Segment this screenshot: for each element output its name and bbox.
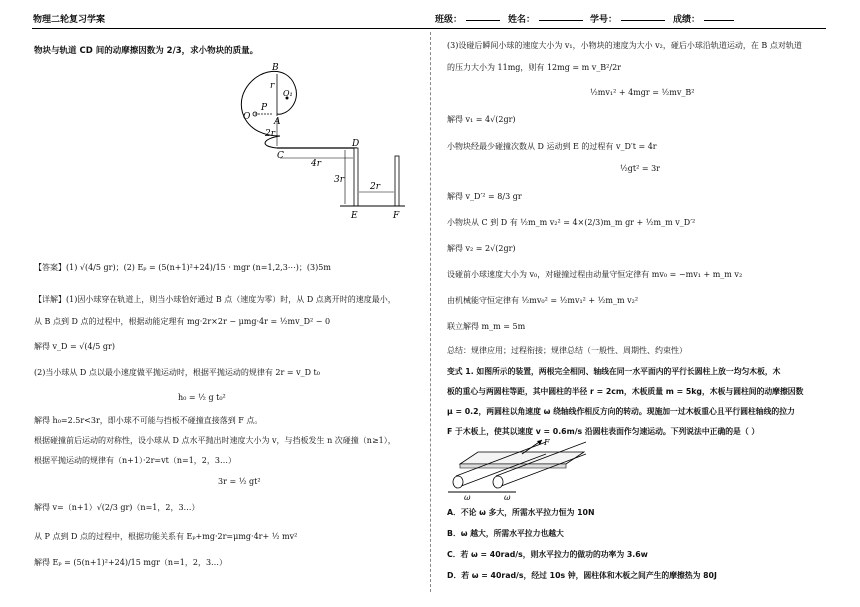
label-a: A	[274, 117, 281, 127]
right-line-3: ½mv₁² + 4mgr = ½mv_B²	[590, 88, 695, 97]
left-wall	[354, 148, 358, 206]
label-d: D	[352, 139, 360, 149]
option-a[interactable]: A．不论 ω 多大，所需水平拉力恒为 10N	[447, 508, 595, 517]
detail-line-6: 解得 h₀=2.5r<3r，即小球不可能与挡板不碰撞直接落到 F 点。	[34, 416, 263, 425]
label-c: C	[277, 151, 284, 161]
right-line-11: 由机械能守恒定律有 ½mv₀² = ½mv₁² + ½m_m v₂²	[447, 296, 639, 305]
right-line-12: 联立解得 m_m = 5m	[447, 322, 526, 331]
student-id-field[interactable]	[621, 12, 665, 21]
class-label: 班级：	[435, 15, 463, 25]
label-f: F	[393, 211, 400, 221]
summary-line: 总结：规律应用；过程衔接；规律总结（一般性、周期性、约束性）	[447, 346, 687, 355]
label-e: E	[351, 211, 358, 221]
label-3r: 3r	[334, 175, 345, 185]
cylinders-figure	[446, 436, 596, 502]
detail-line-2: 从 B 点到 D 点的过程中，根据动能定理有 mg·2r×2r − μmg·4r = ½mv_D² − 0	[34, 317, 331, 326]
label-2r-bottom: 2r	[370, 182, 381, 192]
variant-line-3: μ = 0.2，两圆柱以角速度 ω 绕轴线作相反方向的转动。现施加一过木板重心且平行圆柱轴线的拉力	[447, 407, 795, 416]
label-omega-1: ω	[464, 493, 471, 502]
label-r: r	[270, 81, 275, 91]
detail-line-12: 解得 Eₚ = (5(n+1)²+24)/15 mgr（n=1，2，3…）	[34, 558, 228, 567]
label-omega-2: ω	[504, 493, 511, 502]
right-wall	[395, 156, 399, 206]
class-field[interactable]	[466, 12, 500, 21]
right-line-5: 小物块经最少碰撞次数从 D 运动到 E 的过程有 v_D′t = 4r	[447, 142, 657, 151]
label-4r: 4r	[311, 159, 322, 169]
problem-intro: 物块与轨道 CD 间的动摩擦因数为 2/3，求小物块的质量。	[34, 46, 259, 56]
right-line-9: 解得 v₂ = 2√(2gr)	[447, 244, 516, 253]
option-c[interactable]: C．若 ω = 40rad/s，则水平拉力的做功的功率为 3.6w	[447, 550, 648, 559]
header-divider	[32, 28, 826, 29]
score-field[interactable]	[704, 12, 734, 21]
worksheet-title: 物理二轮复习学案	[33, 15, 106, 25]
detail-line-3: 解得 v_D = √(4/5 gr)	[34, 342, 115, 351]
detail-line-11: 从 P 点到 D 点的过程中，根据功能关系有 Eₚ+mg·2r=μmg·4r+ ½ mv²	[34, 532, 298, 541]
right-line-4: 解得 v₁ = 4√(2gr)	[447, 115, 516, 124]
label-p: P	[261, 103, 268, 113]
option-d[interactable]: D．若 ω = 40rad/s，经过 10s 钟，圆柱体和木板之间产生的摩擦热为 80J	[447, 571, 717, 580]
cylinder-1-end	[453, 476, 463, 488]
detail-line-9: 3r = ½ gt²	[218, 477, 261, 486]
worksheet-header	[0, 0, 860, 28]
right-line-7: 解得 v_D′² = 8/3 gr	[447, 192, 522, 201]
detail-line-4: (2)当小球从 D 点以最小速度做平抛运动时，根据平抛运动的规律有 2r = v_D t₀	[34, 368, 320, 377]
name-label: 姓名：	[508, 15, 536, 25]
score-label: 成绩：	[673, 15, 701, 25]
answer-line: 【答案】(1) √(4/5 gr)；(2) Eₚ = (5(n+1)²+24)/15 · mgr (n=1,2,3⋯)；(3)5m	[34, 263, 331, 272]
detail-line-7: 根据碰撞前后运动的对称性，设小球从 D 点水平抛出时速度大小为 v，与挡板发生 n 次碰撞（n≥1），	[34, 436, 396, 445]
name-field[interactable]	[539, 12, 583, 21]
detail-line-1: 【详解】(1)因小球穿在轨道上，则当小球恰好通过 B 点（速度为零）时，从 D 点离开时的速度最小，	[34, 295, 396, 304]
track-figure	[225, 58, 415, 223]
column-divider	[430, 32, 431, 592]
right-line-8: 小物块从 C 到 D 有 ½m_m v₂² = 4×(2/3)m_m gr + ½m_m v_D′²	[447, 218, 696, 227]
variant-line-2: 板的重心与两圆柱等距，其中圆柱的半径 r = 2cm，木板质量 m = 5kg，木板与圆柱间的动摩擦因数	[447, 387, 804, 396]
label-o: O	[243, 112, 251, 122]
detail-line-8: 根据平抛运动的规律有（n+1）·2r=vt（n=1，2，3…）	[34, 456, 236, 465]
option-b[interactable]: B．ω 越大，所需水平拉力也越大	[447, 529, 564, 538]
label-o1: O₁	[283, 89, 293, 98]
student-id-label: 学号：	[590, 15, 618, 25]
variant-line-1: 变式 1. 如图所示的装置，两根完全相同、轴线在同一水平面内的平行长圆柱上放一均匀木板，木	[447, 367, 781, 376]
right-line-2: 的压力大小为 11mg，则有 12mg = m v_B²/2r	[447, 63, 621, 72]
loop-track	[241, 71, 296, 136]
label-force-f: F	[544, 438, 550, 447]
right-line-10: 设碰前小球速度大小为 v₀，对碰撞过程由动量守恒定律有 mv₀ = −mv₁ + m_m v₂	[447, 270, 743, 279]
cylinder-2-end	[493, 476, 503, 488]
right-line-1: (3)设碰后瞬间小球的速度大小为 v₁，小物块的速度为大小 v₂，碰后小球沿轨道运动，在 B 点对轨道	[447, 41, 802, 50]
right-line-6: ½gt² = 3r	[620, 164, 660, 173]
detail-line-10: 解得 v=（n+1）√(2/3 gr)（n=1，2，3…）	[34, 503, 200, 512]
label-2r: 2r	[265, 129, 276, 139]
detail-line-5: h₀ = ½ g t₀²	[178, 393, 226, 402]
variant-line-4: F 于木板上，使其以速度 v = 0.6m/s 沿圆柱表面作匀速运动。下列说法中正确的是（ ）	[447, 427, 760, 436]
label-b: B	[272, 63, 279, 73]
